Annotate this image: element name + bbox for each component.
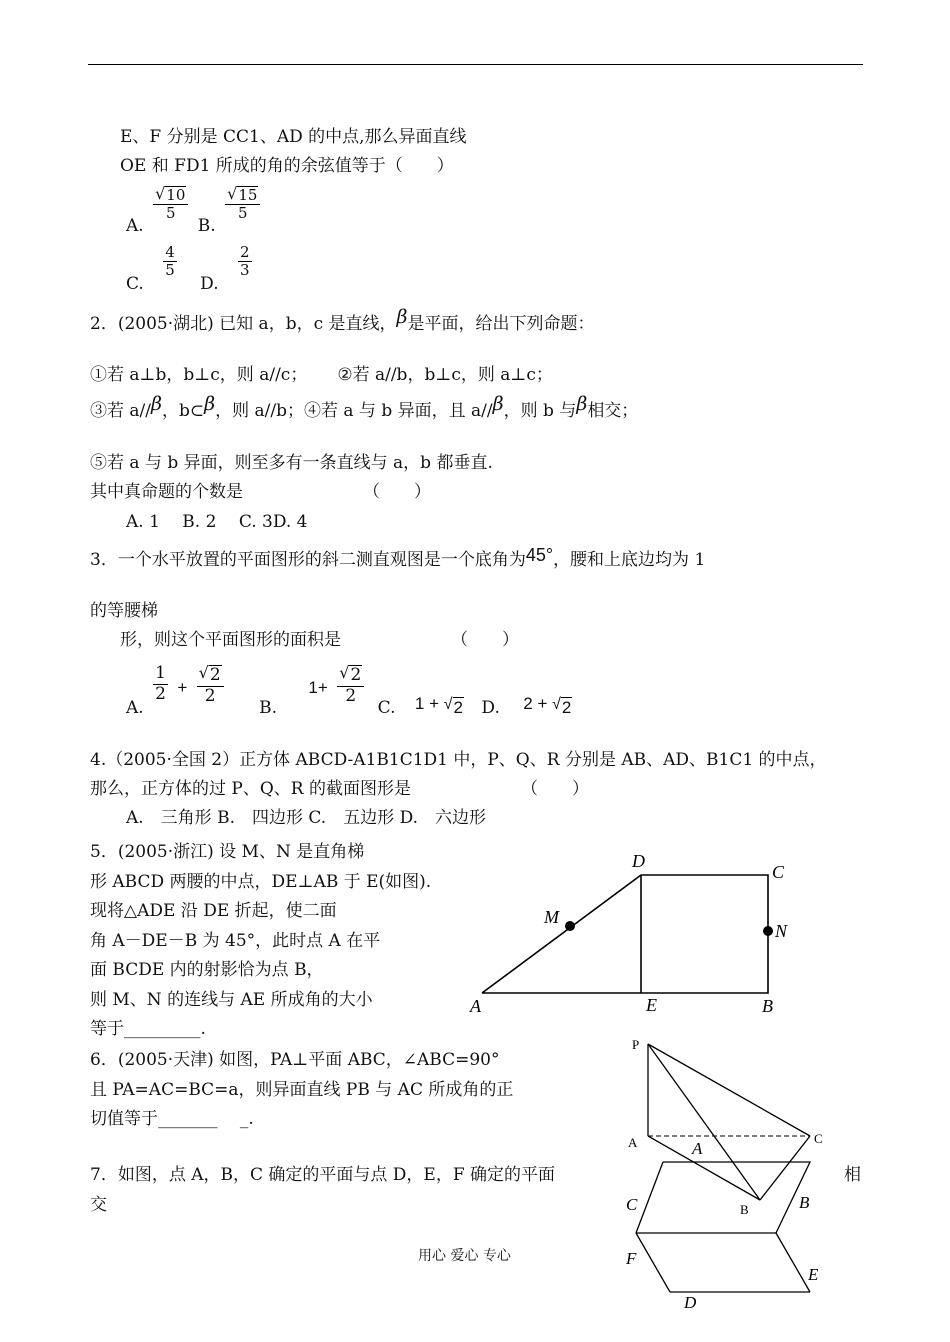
edge-pb [648, 1044, 760, 1200]
q1-options-ab [126, 186, 264, 236]
label-b: B [740, 1202, 749, 1217]
q5-line: 则 M、N 的连线与 AE 所成角的大小 [90, 989, 373, 1010]
q1-option-b-value: √ 15 5 [225, 186, 260, 223]
q5-line: 面 BCDE 内的射影恰为点 B， [90, 960, 324, 980]
q3-option-b-label: B. [259, 698, 278, 718]
q3-line2: 的等腰梯 [90, 601, 158, 621]
label-b: B [762, 996, 773, 1016]
q1-option-b-label: B. [197, 216, 216, 236]
q6-pyramid [628, 1037, 823, 1217]
q2-stem: 2．(2005·湖北) 已知 a，b，c 是直线，β是平面，给出下列命题： [90, 306, 595, 334]
q3-option-d-label: D. [481, 698, 500, 718]
q7-planes [625, 1139, 819, 1312]
q5-line: 角 A－DE－B 为 45°，此时点 A 在平 [90, 930, 381, 951]
label-c: C [814, 1131, 823, 1146]
q1-options-cd [126, 244, 256, 294]
edge-pc [648, 1044, 810, 1136]
point-n [763, 926, 773, 936]
q3-option-b-one: 1+ [308, 678, 328, 697]
label-a: A [628, 1135, 638, 1150]
label-a: A [470, 996, 481, 1016]
q5-line: 5．(2005·浙江) 设 M、N 是直角梯 [90, 842, 365, 862]
q1-option-a-value: √ 10 5 [153, 186, 188, 223]
q6-line: 6．(2005·天津) 如图，PA⊥平面 ABC，∠ABC=90° [90, 1050, 500, 1070]
q2-ask: 其中真命题的个数是 （ ） [90, 482, 431, 502]
edge-bc [760, 1136, 810, 1200]
q1-line1: E、F 分别是 CC1、AD 的中点,那么异面直线 [120, 127, 467, 147]
q2-options: A. 1 B. 2 C. 3D. 4 [126, 512, 308, 532]
q1-option-a-label: A. [126, 216, 144, 236]
q6-text [90, 1046, 513, 1135]
label-p: P [632, 1037, 640, 1052]
label-c: C [772, 862, 785, 882]
plane-def-left [636, 1233, 670, 1292]
header-rule [88, 64, 863, 65]
q4-line1: 4.（2005·全国 2）正方体 ABCD-A1B1C1D1 中，P、Q、R 分别是 AB、AD、B1C1 的中点， [90, 750, 827, 770]
q5-line: 等于_________. [90, 1019, 206, 1039]
point-m [565, 921, 575, 931]
label-m: M [544, 907, 559, 927]
q3-option-d-value: 2 + √ 2 [523, 694, 572, 717]
q5-text [90, 838, 431, 1045]
q2-prop-1-2: ①若 a⊥b，b⊥c，则 a//c； ②若 a//b，b⊥c，则 a⊥c； [90, 365, 553, 385]
label-d: D [632, 851, 645, 871]
plane-abc-left [636, 1162, 663, 1233]
q7-line1: 7．如图，点 A，B，C 确定的平面与点 D，E，F 确定的平面 [90, 1165, 556, 1185]
q1-option-c-value: $\frac{4}{5}$ [165, 243, 175, 280]
plane-def-right [776, 1233, 810, 1292]
label-b: B [799, 1193, 810, 1212]
q2-prop-3-4: ③若 a//β，b⊂β，则 a//b；④若 a 与 b 异面，且 a//β，则 b 与β相交； [90, 393, 639, 421]
q3-option-b-frac: √ 2 2 [337, 664, 364, 706]
q5-line: 形 ABCD 两腰的中点，DE⊥AB 于 E(如图). [90, 871, 432, 892]
q7-line2: 交 [90, 1195, 107, 1215]
q3-option-a-frac1: $\frac{1}{2}$ [155, 663, 166, 704]
q6-line: 且 PA=AC=BC=a，则异面直线 PB 与 AC 所成角的正 [90, 1079, 514, 1100]
q3-option-c-label: C. [377, 698, 396, 718]
q6-line: 切值等于_______ _. [90, 1109, 254, 1129]
q3-option-a-label: A. [126, 698, 144, 718]
q1-option-d-label: D. [200, 274, 219, 294]
label-c: C [626, 1195, 638, 1214]
label-e: E [646, 995, 657, 1015]
q6-q7-figure [600, 1030, 870, 1320]
label-a: A [692, 1139, 703, 1158]
q3-option-a-frac2: √ 2 2 [197, 664, 224, 706]
q4-options: A. 三角形 B. 四边形 C. 五边形 D. 六边形 [126, 808, 487, 828]
label-e: E [808, 1265, 819, 1284]
q7-line1-tail: 相 [844, 1165, 861, 1185]
edge-ab [648, 1136, 760, 1200]
q3-options: A. $\frac{1}{2}$ + √ 2 2 B. 1+ √ 2 2 C. 1 + √ 2 D. 2 + √ 2 [126, 663, 572, 718]
label-n: N [775, 921, 788, 941]
q1-option-d-value: $\frac{2}{3}$ [240, 243, 250, 280]
plane-abc-edge [663, 1162, 810, 1233]
q5-trapezoid-figure [460, 845, 800, 1025]
q1-line2: OE 和 FD1 所成的角的余弦值等于（ ） [120, 156, 454, 176]
q5-line: 现将△ADE 沿 DE 折起，使二面 [90, 901, 337, 921]
q3-option-c-value: 1 + √ 2 [414, 694, 464, 717]
q3-line3: 形，则这个平面图形的面积是 （ ） [120, 630, 519, 650]
q3-line1: 3．一个水平放置的平面图形的斜二测直观图是一个底角为45°，腰和上底边均为 1 [90, 545, 706, 570]
label-f: F [626, 1249, 637, 1268]
label-d: D [684, 1293, 697, 1312]
trapezoid-outline [482, 875, 768, 993]
q4-line2: 那么，正方体的过 P、Q、R 的截面图形是 （ ） [90, 779, 589, 799]
q1-option-c-label: C. [126, 274, 144, 294]
q2-prop-5: ⑤若 a 与 b 异面，则至多有一条直线与 a，b 都垂直. [90, 453, 493, 473]
footer: 用心 爱心 专心 [418, 1248, 511, 1264]
